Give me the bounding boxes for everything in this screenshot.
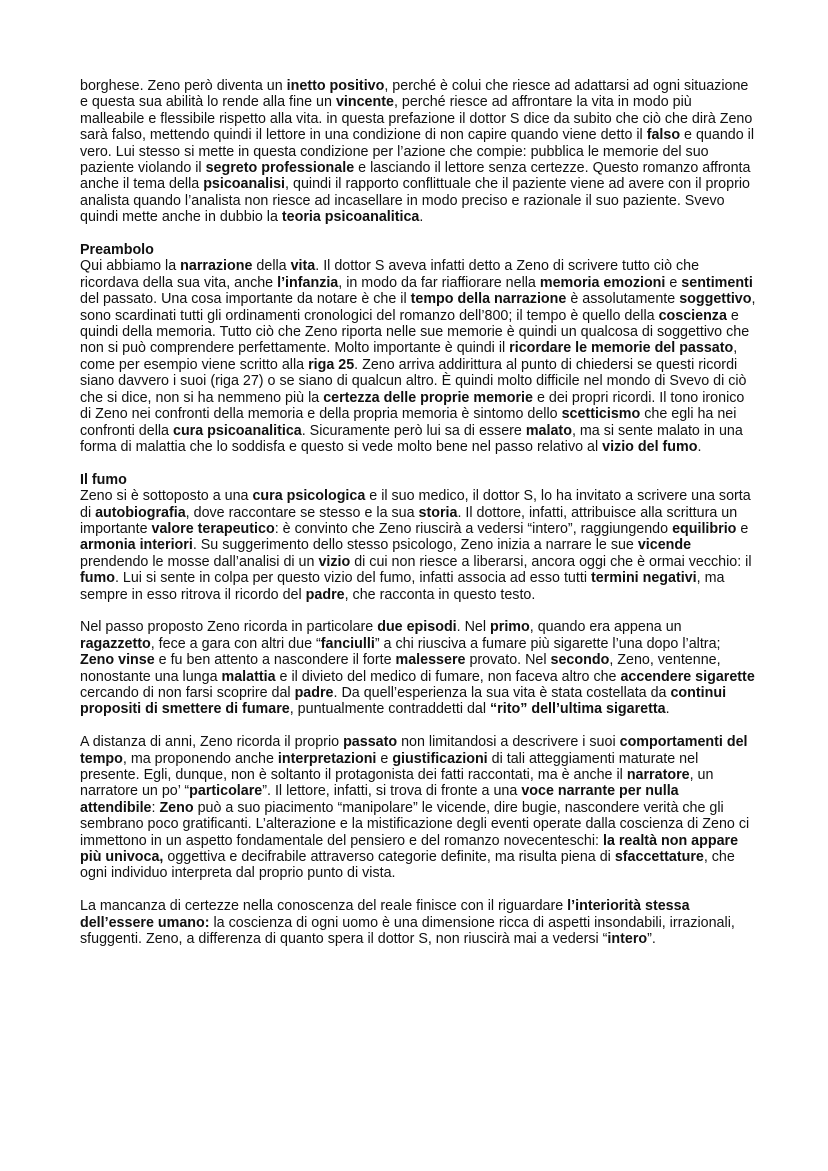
- bold-text: armonia interiori: [80, 537, 193, 554]
- bold-text: voce narrante per nulla attendibile: [80, 783, 679, 816]
- text-run: può a suo piacimento “manipolare” le vicende, dire bugie, nascondere verità che gli sembrano poco gratificanti. L’alterazione e la mistificazione degli eventi operate dalla coscienza di Zeno ci immettono in un aspetto fondamentale del pensiero e del romanzo novecenteschi:: [80, 799, 750, 849]
- text-run: del passato. Una cosa importante da notare è che il: [80, 291, 411, 308]
- text-run: Zeno si è sottoposto a una: [80, 488, 253, 505]
- text-run: : è convinto che Zeno riuscirà a vedersi “intero”, raggiungendo: [274, 520, 673, 537]
- bold-text: intero: [607, 931, 648, 948]
- text-run: borghese. Zeno però diventa un: [80, 78, 287, 94]
- text-run: . Da quell’esperienza la sua vita è stata costellata da: [333, 684, 671, 701]
- text-run: provato. Nel: [465, 652, 551, 669]
- bold-text: padre: [305, 586, 345, 603]
- text-run: ”. Il lettore, infatti, si trova di fronte a una: [262, 783, 522, 800]
- bold-text: memoria emozioni: [539, 274, 666, 291]
- text-run: , come per esempio viene scritto alla: [80, 340, 738, 373]
- text-run: . Il dottor S aveva infatti detto a Zeno di scrivere tutto ciò che ricordava della sua vita, anche: [80, 258, 700, 291]
- text-run: . Sicuramente però lui sa di essere: [301, 422, 526, 439]
- bold-text: due episodi: [377, 619, 457, 636]
- bold-text: autobiografia: [95, 504, 186, 521]
- text-run: e: [665, 274, 682, 291]
- bold-text: narrazione: [180, 258, 253, 275]
- paragraph: [80, 619, 758, 717]
- text-run: di cui non riesce a liberarsi, ancora oggi che è ormai vecchio: il: [350, 553, 752, 570]
- bold-text: passato: [343, 734, 398, 751]
- text-run: , quindi il rapporto conflittuale che il paziente viene ad avere con il proprio analista quando l’analista non riesce ad incasellare in modo preciso e razionale il suo paziente. Svevo quindi mette anche in dubbio la: [80, 176, 750, 226]
- bold-text: accendere sigarette: [620, 668, 755, 685]
- bold-text: scetticismo: [561, 406, 641, 423]
- text-run: , Zeno, ventenne, nonostante una lunga: [80, 652, 721, 685]
- text-run: cercando di non farsi scoprire dal: [80, 684, 295, 701]
- bold-text: riga 25: [308, 356, 355, 373]
- text-run: ” a chi riusciva a fumare più sigarette l’una dopo l’altra;: [374, 635, 721, 652]
- bold-text: cura psicoanalitica: [173, 422, 302, 439]
- text-run: A distanza di anni, Zeno ricorda il proprio: [80, 734, 344, 751]
- bold-text: “rito” dell’ultima sigaretta: [490, 701, 666, 718]
- bold-text: continui propositi di smettere di fumare: [80, 684, 727, 718]
- bold-text: ragazzetto: [80, 635, 151, 652]
- text-run: che egli ha nei confronti della: [80, 406, 737, 439]
- bold-text: vincente: [335, 94, 394, 111]
- paragraph: [80, 734, 758, 882]
- bold-text: vizio del fumo: [602, 438, 698, 455]
- text-run: , fece a gara con altri due “: [150, 635, 321, 652]
- text-run: , ma si sente malato in una forma di malattia che lo soddisfa e questo si vede molto bene nel passo relativo al: [80, 422, 743, 455]
- text-run: della: [252, 258, 291, 275]
- text-run: non limitandosi a descrivere i suoi: [397, 734, 620, 751]
- bold-text: valore terapeutico: [151, 520, 275, 537]
- text-run: di tali atteggiamenti maturate nel presente. Egli, dunque, non è soltanto il protagonista dei fatti raccontati, ma è anche il: [80, 750, 699, 783]
- bold-text: Zeno: [159, 799, 194, 816]
- bold-text: sentimenti: [681, 274, 753, 291]
- bold-text: vizio: [318, 553, 351, 570]
- text-run: e lasciando il lettore senza certezze. Questo romanzo affronta anche il tema della: [80, 160, 751, 193]
- text-run: .: [697, 438, 702, 455]
- text-run: , ma proponendo anche: [122, 750, 278, 767]
- text-run: prendendo le mosse dall’analisi di un: [80, 553, 319, 570]
- bold-text: equilibrio: [672, 520, 737, 537]
- bold-text: termini negativi: [590, 570, 697, 587]
- text-run: Nel passo proposto Zeno ricorda in particolare: [80, 619, 378, 636]
- text-run: e quindi della memoria. Tutto ciò che Zeno riporta nelle sue memorie è quindi un qualcosa di soggettivo che non si può comprendere perfettamente. Molto importante è quindi il: [80, 307, 750, 357]
- bold-text: primo: [490, 619, 530, 636]
- text-run: ”.: [647, 931, 656, 948]
- text-run: . Nel: [456, 619, 491, 636]
- text-run: .: [419, 209, 424, 226]
- bold-text: malato: [525, 422, 572, 439]
- text-run: , puntualmente contraddetti dal: [289, 701, 491, 718]
- bold-text: l’infanzia: [277, 274, 339, 291]
- bold-text: certezza delle proprie memorie: [323, 389, 533, 406]
- text-run: e il suo medico, il dottor S, lo ha invitato a scrivere una sorta di: [80, 488, 751, 521]
- text-run: , che ogni individuo interpreta dal proprio punto di vista.: [80, 849, 735, 882]
- bold-text: vita: [290, 258, 316, 275]
- text-run: è assolutamente: [566, 291, 680, 308]
- bold-text: cura psicologica: [252, 488, 366, 505]
- bold-text: narratore: [626, 767, 690, 783]
- text-run: , un narratore un po’ “: [80, 767, 714, 800]
- bold-text: sfaccettature: [614, 849, 704, 866]
- text-run: , perché riesce ad affrontare la vita in modo più malleabile e flessibile rispetto alla vita. in questa prefazione il dottor S dice da subito che ciò che dirà Zeno sarà falso, mettendo quindi il lettore in una condizione di non capire quando viene detto il: [80, 94, 753, 144]
- text-run: . Il dottore, infatti, attribuisce alla scrittura un importante: [80, 504, 738, 537]
- text-run: , perché è colui che riesce ad adattarsi ad ogni situazione e questa sua abilità lo rende alla fine un: [80, 78, 749, 111]
- bold-text: malessere: [395, 652, 466, 669]
- bold-text: comportamenti del tempo: [80, 734, 748, 767]
- text-run: Qui abbiamo la: [80, 258, 181, 275]
- bold-text: psicoanalisi: [203, 176, 286, 193]
- bold-text: fumo: [80, 570, 115, 587]
- text-run: . Lui si sente in colpa per questo vizio del fumo, infatti associa ad esso tutti: [114, 570, 591, 587]
- bold-text: teoria psicoanalitica: [281, 209, 420, 226]
- text-run: . Su suggerimento dello stesso psicologo, Zeno inizia a narrare le sue: [192, 537, 638, 554]
- paragraph: [80, 472, 758, 603]
- text-run: , in modo da far riaffiorare nella: [338, 274, 540, 291]
- text-run: e dei propri ricordi. Il tono ironico di Zeno nei confronti della memoria e della propria memoria è sintomo dello: [80, 389, 745, 423]
- bold-text: giustificazioni: [392, 750, 488, 767]
- text-run: e il divieto del medico di fumare, non faceva altro che: [275, 668, 621, 685]
- text-run: e: [376, 750, 393, 767]
- text-run: e fu ben attento a nascondere il forte: [154, 652, 396, 669]
- bold-text: tempo della narrazione: [410, 291, 567, 308]
- bold-text: segreto professionale: [205, 160, 355, 177]
- text-run: La mancanza di certezze nella conoscenza del reale finisce con il riguardare: [80, 898, 568, 915]
- text-run: :: [151, 799, 160, 816]
- bold-text: l’interiorità stessa dell’essere umano:: [80, 898, 690, 931]
- text-run: , ma sempre in esso ritrova il ricordo del: [80, 570, 725, 603]
- bold-text: soggettivo: [679, 291, 752, 308]
- section-heading: Preambolo: [80, 242, 154, 259]
- paragraph: [80, 898, 758, 947]
- bold-text: interpretazioni: [277, 750, 377, 767]
- text-run: , quando era appena un: [529, 619, 682, 636]
- text-run: , che racconta in questo testo.: [344, 586, 536, 603]
- bold-text: storia: [418, 504, 458, 521]
- bold-text: particolare: [189, 783, 263, 800]
- text-run: , dove raccontare se stesso e la sua: [185, 504, 419, 521]
- text-run: . Zeno arriva addirittura al punto di chiedersi se questi ricordi siano davvero i suoi (riga 27) o se siano di qualcun altro. È quindi molto difficile nel mondo di Svevo di ciò che si dice, non si ha nemmeno più la: [80, 356, 747, 406]
- bold-text: padre: [294, 684, 334, 701]
- bold-text: secondo: [550, 652, 610, 669]
- bold-text: inetto positivo: [286, 78, 385, 94]
- text-run: oggettiva e decifrabile attraverso categorie definite, ma risulta piena di: [163, 849, 615, 866]
- bold-text: malattia: [221, 668, 276, 685]
- text-run: e: [736, 520, 749, 537]
- bold-text: la realtà non appare più univoca,: [80, 832, 739, 866]
- text-run: e quando il vero. Lui stesso si mette in questa condizione per l’azione che compie: pubblica le memorie del suo paziente violando il: [80, 127, 755, 177]
- text-run: .: [665, 701, 670, 718]
- bold-text: vicende: [637, 537, 692, 554]
- bold-text: falso: [646, 127, 681, 144]
- document-body: [80, 78, 758, 947]
- bold-text: Zeno vinse: [80, 652, 155, 669]
- paragraph: [80, 78, 758, 226]
- bold-text: coscienza: [658, 307, 727, 324]
- bold-text: ricordare le memorie del passato: [509, 340, 734, 357]
- section-heading: Il fumo: [80, 471, 127, 488]
- text-run: , sono scardinati tutti gli ordinamenti cronologici del romanzo dell’800; il tempo è quello della: [80, 291, 756, 324]
- paragraph: [80, 242, 758, 455]
- bold-text: fanciulli: [320, 635, 375, 652]
- text-run: la coscienza di ogni uomo è una dimensione ricca di aspetti insondabili, irrazionali, sfuggenti. Zeno, a differenza di quanto spera il dottor S, non riuscirà mai a vedersi “: [80, 914, 735, 948]
